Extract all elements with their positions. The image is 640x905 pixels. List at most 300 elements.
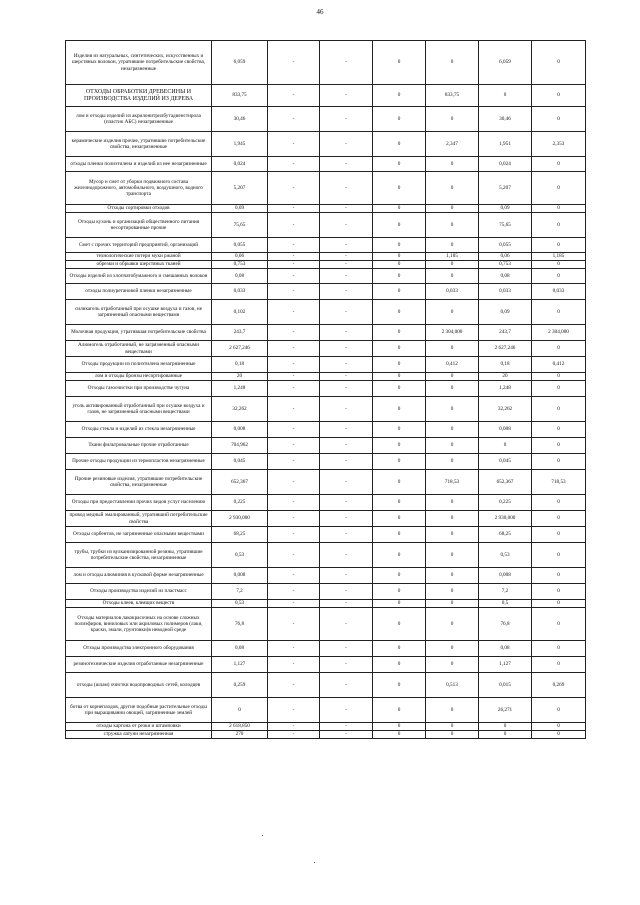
col6-cell: 0 xyxy=(479,85,532,107)
generated-cell: 76,8 xyxy=(212,608,268,641)
col5-cell: 0,513 xyxy=(426,673,479,698)
generated-cell: 68,25 xyxy=(212,527,268,543)
table-row xyxy=(66,357,586,373)
table-row xyxy=(66,41,586,85)
col2-cell: - xyxy=(268,543,320,568)
waste-name-cell: Прочие отходы продукции из термопластов незагрязненные xyxy=(66,454,212,470)
col2-cell: - xyxy=(268,397,320,422)
table-row xyxy=(66,341,586,357)
col7-cell: 0 xyxy=(532,731,586,739)
col4-cell: 0 xyxy=(373,397,426,422)
col2-cell: - xyxy=(268,253,320,261)
col5-cell: 1,185 xyxy=(426,253,479,261)
col5-cell: 0 xyxy=(426,527,479,543)
waste-name-cell: Молочная продукция, утратившая потребительские свойства xyxy=(66,325,212,341)
col2-cell: - xyxy=(268,641,320,657)
col4-cell: 0 xyxy=(373,107,426,132)
col6-cell: 2 930,000 xyxy=(479,511,532,527)
waste-name-cell: Отходы сорбентов, не загрязненные опасными веществами xyxy=(66,527,212,543)
col6-cell: 0,008 xyxy=(479,422,532,438)
col7-cell: 2 304,000 xyxy=(532,325,586,341)
col7-cell: 0 xyxy=(532,341,586,357)
col5-cell: 0 xyxy=(426,584,479,600)
col7-cell: 0 xyxy=(532,85,586,107)
col7-cell: 0 xyxy=(532,205,586,213)
col4-cell: 0 xyxy=(373,213,426,238)
table-row xyxy=(66,205,586,213)
col7-cell: 0 xyxy=(532,397,586,422)
waste-name-cell: Ткани фильтровальные прочие отработанные xyxy=(66,438,212,454)
table-row xyxy=(66,495,586,511)
col5-cell: 0 xyxy=(426,41,479,85)
waste-name-cell: лом и отходы изделий из акрилонитрилбутадиенстирола (пластик АБС) незагрязненные xyxy=(66,107,212,132)
generated-cell: 0,18 xyxy=(212,357,268,373)
col7-cell: 0 xyxy=(532,213,586,238)
table-row xyxy=(66,422,586,438)
generated-cell: 0,045 xyxy=(212,454,268,470)
col6-cell: 75,65 xyxy=(479,213,532,238)
speck xyxy=(314,862,315,863)
col5-cell: 0 xyxy=(426,341,479,357)
col5-cell: 2 304,000 xyxy=(426,325,479,341)
col6-cell: 0,06 xyxy=(479,253,532,261)
generated-cell: 5,207 xyxy=(212,172,268,205)
col2-cell: - xyxy=(268,438,320,454)
col4-cell: 0 xyxy=(373,657,426,673)
waste-name-cell: Отходы при предоставлении прочих видов услуг населению xyxy=(66,495,212,511)
waste-name-cell: отходы (шлам) очистки водопроводных сетей, колодцев xyxy=(66,673,212,698)
table-row xyxy=(66,543,586,568)
col6-cell: 0 xyxy=(479,723,532,731)
col6-cell: 0,5 xyxy=(479,600,532,608)
col7-cell: 1,185 xyxy=(532,253,586,261)
col4-cell: 0 xyxy=(373,673,426,698)
col6-cell: 0,18 xyxy=(479,357,532,373)
col3-cell: - xyxy=(320,261,373,269)
col2-cell: - xyxy=(268,284,320,300)
waste-name-cell: Мусор и смет от уборки подвижного состава железнодорожного, автомобильного, воздушного, водного транспорта xyxy=(66,172,212,205)
col2-cell: - xyxy=(268,107,320,132)
waste-name-cell: уголь активированный отработанный при осушке воздуха и газов, не загрязненный опасными веществами xyxy=(66,397,212,422)
waste-name-cell: Отходы продукции из полиэтилена незагрязненные xyxy=(66,357,212,373)
col4-cell: 0 xyxy=(373,600,426,608)
col6-cell: 2 627,246 xyxy=(479,341,532,357)
waste-name-cell: отходы пленки полиэтилена и изделий из нее незагрязненные xyxy=(66,157,212,172)
generated-cell: 704,962 xyxy=(212,438,268,454)
table-row xyxy=(66,673,586,698)
generated-cell: 75,65 xyxy=(212,213,268,238)
waste-name-cell: Отходы сортировки отходов xyxy=(66,205,212,213)
col3-cell: - xyxy=(320,454,373,470)
waste-name-cell: Алюмогель отработанный, не загрязненный опасными веществами xyxy=(66,341,212,357)
waste-name-cell: Отходы производства изделий из пластмасс xyxy=(66,584,212,600)
col2-cell: - xyxy=(268,723,320,731)
col3-cell: - xyxy=(320,85,373,107)
col7-cell: 0 xyxy=(532,608,586,641)
col2-cell: - xyxy=(268,157,320,172)
col6-cell: 30,46 xyxy=(479,107,532,132)
table-row xyxy=(66,511,586,527)
col7-cell: 0,033 xyxy=(532,284,586,300)
col2-cell: - xyxy=(268,373,320,381)
col7-cell: 0 xyxy=(532,495,586,511)
generated-cell: 6,059 xyxy=(212,41,268,85)
waste-name-cell: лом и отходы алюминия в кусковой форме незагрязненные xyxy=(66,568,212,584)
col7-cell: 0 xyxy=(532,300,586,325)
table-row xyxy=(66,641,586,657)
generated-cell: 1,945 xyxy=(212,132,268,157)
col5-cell: 0 xyxy=(426,608,479,641)
col2-cell: - xyxy=(268,381,320,397)
generated-cell: 1,248 xyxy=(212,381,268,397)
col2-cell: - xyxy=(268,238,320,253)
col4-cell: 0 xyxy=(373,543,426,568)
col7-cell: 0 xyxy=(532,698,586,723)
col3-cell: - xyxy=(320,600,373,608)
col4-cell: 0 xyxy=(373,300,426,325)
waste-name-cell: технологические потери муки ржаной xyxy=(66,253,212,261)
col2-cell: - xyxy=(268,608,320,641)
table-row xyxy=(66,657,586,673)
generated-cell: 2 627,246 xyxy=(212,341,268,357)
col7-cell: 0 xyxy=(532,454,586,470)
generated-cell: 0,008 xyxy=(212,568,268,584)
waste-name-cell: ОТХОДЫ ОБРАБОТКИ ДРЕВЕСИНЫ И ПРОИЗВОДСТВА ИЗДЕЛИЙ ИЗ ДЕРЕВА xyxy=(66,85,212,107)
generated-cell: 0,102 xyxy=(212,300,268,325)
col7-cell: 0 xyxy=(532,261,586,269)
waste-table xyxy=(65,40,586,739)
col7-cell: 718,53 xyxy=(532,470,586,495)
col6-cell: 0,09 xyxy=(479,205,532,213)
col7-cell: 0 xyxy=(532,373,586,381)
col3-cell: - xyxy=(320,357,373,373)
page-number: 46 xyxy=(316,8,324,16)
col5-cell: 0 xyxy=(426,438,479,454)
col3-cell: - xyxy=(320,284,373,300)
col3-cell: - xyxy=(320,172,373,205)
col4-cell: 0 xyxy=(373,584,426,600)
col7-cell: 0,269 xyxy=(532,673,586,698)
col6-cell: 0,015 xyxy=(479,673,532,698)
col3-cell: - xyxy=(320,325,373,341)
generated-cell: 0 xyxy=(212,698,268,723)
table-row xyxy=(66,470,586,495)
col7-cell: 0 xyxy=(532,584,586,600)
col5-cell: 0 xyxy=(426,422,479,438)
col4-cell: 0 xyxy=(373,731,426,739)
col4-cell: 0 xyxy=(373,172,426,205)
table-row xyxy=(66,397,586,422)
col4-cell: 0 xyxy=(373,253,426,261)
col5-cell: 833,75 xyxy=(426,85,479,107)
col2-cell: - xyxy=(268,511,320,527)
generated-cell: 2 618,850 xyxy=(212,723,268,731)
waste-name-cell: Отходы изделий из хлопчатобумажного и смешанных волокон xyxy=(66,269,212,284)
col7-cell: 0 xyxy=(532,41,586,85)
generated-cell: 0,53 xyxy=(212,600,268,608)
col6-cell: 6,059 xyxy=(479,41,532,85)
col7-cell: 0,412 xyxy=(532,357,586,373)
col7-cell: 0 xyxy=(532,600,586,608)
col3-cell: - xyxy=(320,438,373,454)
col7-cell: 0 xyxy=(532,157,586,172)
col3-cell: - xyxy=(320,238,373,253)
generated-cell: 0,055 xyxy=(212,238,268,253)
table-row xyxy=(66,261,586,269)
col4-cell: 0 xyxy=(373,284,426,300)
table-row xyxy=(66,107,586,132)
table-row xyxy=(66,584,586,600)
table-row xyxy=(66,132,586,157)
col5-cell: 0 xyxy=(426,495,479,511)
speck xyxy=(262,835,263,836)
col7-cell: 0 xyxy=(532,511,586,527)
col2-cell: - xyxy=(268,300,320,325)
col4-cell: 0 xyxy=(373,341,426,357)
waste-name-cell: отходы полиуретановой пленки незагрязненные xyxy=(66,284,212,300)
generated-cell: 0,09 xyxy=(212,205,268,213)
table-row xyxy=(66,300,586,325)
col6-cell: 1,248 xyxy=(479,381,532,397)
col7-cell: 0 xyxy=(532,568,586,584)
generated-cell: 20 xyxy=(212,373,268,381)
col5-cell: 0 xyxy=(426,213,479,238)
col3-cell: - xyxy=(320,341,373,357)
col3-cell: - xyxy=(320,511,373,527)
waste-name-cell: Отходы газоочистки при производстве чугуна xyxy=(66,381,212,397)
generated-cell: 270 xyxy=(212,731,268,739)
col3-cell: - xyxy=(320,470,373,495)
table-row xyxy=(66,284,586,300)
waste-name-cell: Отходы материалов лакокрасочных на основе сложных полиэфиров, виниловых или акриловых полимеров (лаки, краски, эмали, грунтовки)в неводной среде xyxy=(66,608,212,641)
table-row xyxy=(66,381,586,397)
col5-cell: 0 xyxy=(426,657,479,673)
col4-cell: 0 xyxy=(373,608,426,641)
col6-cell: 76,8 xyxy=(479,608,532,641)
waste-name-cell: стружка латуни незагрязненная xyxy=(66,731,212,739)
col6-cell: 1,951 xyxy=(479,132,532,157)
generated-cell: 0,06 xyxy=(212,253,268,261)
col3-cell: - xyxy=(320,608,373,641)
table-row xyxy=(66,608,586,641)
col2-cell: - xyxy=(268,422,320,438)
col7-cell: 0 xyxy=(532,107,586,132)
col5-cell: 2,347 xyxy=(426,132,479,157)
col2-cell: - xyxy=(268,698,320,723)
col6-cell: 0 xyxy=(479,438,532,454)
col2-cell: - xyxy=(268,731,320,739)
col2-cell: - xyxy=(268,205,320,213)
col3-cell: - xyxy=(320,381,373,397)
col2-cell: - xyxy=(268,600,320,608)
col5-cell: 0 xyxy=(426,723,479,731)
col2-cell: - xyxy=(268,172,320,205)
table-row xyxy=(66,253,586,261)
col5-cell: 0 xyxy=(426,397,479,422)
waste-name-cell: керамические изделия прочие, утратившие потребительские свойства, незагрязненные xyxy=(66,132,212,157)
col5-cell: 0 xyxy=(426,511,479,527)
col5-cell: 0 xyxy=(426,641,479,657)
col3-cell: - xyxy=(320,213,373,238)
col4-cell: 0 xyxy=(373,41,426,85)
col2-cell: - xyxy=(268,568,320,584)
col2-cell: - xyxy=(268,213,320,238)
col2-cell: - xyxy=(268,261,320,269)
col5-cell: 0 xyxy=(426,157,479,172)
col4-cell: 0 xyxy=(373,205,426,213)
col4-cell: 0 xyxy=(373,495,426,511)
col6-cell: 1,127 xyxy=(479,657,532,673)
col5-cell: 0 xyxy=(426,600,479,608)
col4-cell: 0 xyxy=(373,511,426,527)
col7-cell: 0 xyxy=(532,723,586,731)
col5-cell: 0 xyxy=(426,300,479,325)
generated-cell: 0,225 xyxy=(212,495,268,511)
col6-cell: 0,045 xyxy=(479,454,532,470)
col3-cell: - xyxy=(320,584,373,600)
waste-name-cell: Смет с прочих территорий предприятий, организаций xyxy=(66,238,212,253)
col6-cell: 32,262 xyxy=(479,397,532,422)
col3-cell: - xyxy=(320,568,373,584)
col2-cell: - xyxy=(268,269,320,284)
col5-cell: 0,033 xyxy=(426,284,479,300)
col7-cell: 0 xyxy=(532,172,586,205)
generated-cell: 652,367 xyxy=(212,470,268,495)
col6-cell: 0,225 xyxy=(479,495,532,511)
col3-cell: - xyxy=(320,495,373,511)
col5-cell: 718,53 xyxy=(426,470,479,495)
col2-cell: - xyxy=(268,470,320,495)
col3-cell: - xyxy=(320,373,373,381)
col4-cell: 0 xyxy=(373,698,426,723)
waste-name-cell: трубы, трубки из вулканизированной резины, утратившие потребительские свойства, незагрязненные xyxy=(66,543,212,568)
col4-cell: 0 xyxy=(373,527,426,543)
col5-cell: 0 xyxy=(426,568,479,584)
table-row xyxy=(66,698,586,723)
col7-cell: 0 xyxy=(532,438,586,454)
generated-cell: 7,2 xyxy=(212,584,268,600)
col6-cell: 0,024 xyxy=(479,157,532,172)
col3-cell: - xyxy=(320,253,373,261)
generated-cell: 0,08 xyxy=(212,641,268,657)
waste-name-cell: силикагель отработанный при осушке воздуха и газов, не загрязненный опасными веществами xyxy=(66,300,212,325)
col4-cell: 0 xyxy=(373,238,426,253)
col5-cell: 0 xyxy=(426,698,479,723)
col2-cell: - xyxy=(268,357,320,373)
table-row xyxy=(66,731,586,739)
waste-name-cell: Изделия из натуральных, синтетических, искусственных и шерстяных волокон, утратившие потребительские свойства, незагрязненные xyxy=(66,41,212,85)
col3-cell: - xyxy=(320,397,373,422)
col4-cell: 0 xyxy=(373,325,426,341)
col4-cell: 0 xyxy=(373,85,426,107)
col7-cell: 0 xyxy=(532,422,586,438)
table-row xyxy=(66,157,586,172)
col4-cell: 0 xyxy=(373,568,426,584)
col3-cell: - xyxy=(320,641,373,657)
col6-cell: 68,25 xyxy=(479,527,532,543)
col2-cell: - xyxy=(268,325,320,341)
table-row xyxy=(66,723,586,731)
col5-cell: 0 xyxy=(426,454,479,470)
col7-cell: 0 xyxy=(532,641,586,657)
col2-cell: - xyxy=(268,673,320,698)
col2-cell: - xyxy=(268,132,320,157)
table-row xyxy=(66,238,586,253)
col3-cell: - xyxy=(320,132,373,157)
col7-cell: 0 xyxy=(532,543,586,568)
col3-cell: - xyxy=(320,157,373,172)
col6-cell: 0,033 xyxy=(479,284,532,300)
table-row xyxy=(66,600,586,608)
col6-cell: 0,53 xyxy=(479,543,532,568)
generated-cell: 32,262 xyxy=(212,397,268,422)
col3-cell: - xyxy=(320,673,373,698)
col6-cell: 0,008 xyxy=(479,568,532,584)
col3-cell: - xyxy=(320,723,373,731)
col5-cell: 0,412 xyxy=(426,357,479,373)
waste-name-cell: обрезки и обрывки шерстяных тканей xyxy=(66,261,212,269)
waste-name-cell: Отходы кухонь и организаций общественного питания несортированные прочие xyxy=(66,213,212,238)
col7-cell: 0 xyxy=(532,269,586,284)
table-row xyxy=(66,172,586,205)
col5-cell: 0 xyxy=(426,205,479,213)
waste-name-cell: ботва от корнеплодов, другие подобные растительные отходы при выращивании овощей, загрязненные землей xyxy=(66,698,212,723)
waste-name-cell: Отходы стекла и изделий из стекла незагрязненные xyxy=(66,422,212,438)
col5-cell: 0 xyxy=(426,543,479,568)
table-row xyxy=(66,325,586,341)
col6-cell: 652,367 xyxy=(479,470,532,495)
col4-cell: 0 xyxy=(373,641,426,657)
col3-cell: - xyxy=(320,698,373,723)
col3-cell: - xyxy=(320,269,373,284)
generated-cell: 833,75 xyxy=(212,85,268,107)
col4-cell: 0 xyxy=(373,373,426,381)
waste-name-cell: Прочие резиновые изделия, утратившие потребительские свойства, незагрязненные xyxy=(66,470,212,495)
table-row xyxy=(66,85,586,107)
col3-cell: - xyxy=(320,107,373,132)
generated-cell: 0,53 xyxy=(212,543,268,568)
col3-cell: - xyxy=(320,543,373,568)
col5-cell: 0 xyxy=(426,238,479,253)
col7-cell: 0 xyxy=(532,657,586,673)
col6-cell: 0,055 xyxy=(479,238,532,253)
col2-cell: - xyxy=(268,657,320,673)
col4-cell: 0 xyxy=(373,261,426,269)
col6-cell: 0,08 xyxy=(479,269,532,284)
table-row xyxy=(66,454,586,470)
waste-name-cell: отходы картона от резки и штамповки xyxy=(66,723,212,731)
col5-cell: 0 xyxy=(426,731,479,739)
col6-cell: 7,2 xyxy=(479,584,532,600)
generated-cell: 0,008 xyxy=(212,422,268,438)
waste-name-cell: Отходы производства электронного оборудования xyxy=(66,641,212,657)
generated-cell: 0,08 xyxy=(212,269,268,284)
generated-cell: 0,259 xyxy=(212,673,268,698)
generated-cell: 243,7 xyxy=(212,325,268,341)
table-row xyxy=(66,568,586,584)
col4-cell: 0 xyxy=(373,157,426,172)
col7-cell: 2,353 xyxy=(532,132,586,157)
col4-cell: 0 xyxy=(373,381,426,397)
col5-cell: 0 xyxy=(426,373,479,381)
col2-cell: - xyxy=(268,41,320,85)
col6-cell: 5,207 xyxy=(479,172,532,205)
col6-cell: 243,7 xyxy=(479,325,532,341)
col6-cell: 0,753 xyxy=(479,261,532,269)
generated-cell: 30,46 xyxy=(212,107,268,132)
table-row xyxy=(66,213,586,238)
col3-cell: - xyxy=(320,527,373,543)
